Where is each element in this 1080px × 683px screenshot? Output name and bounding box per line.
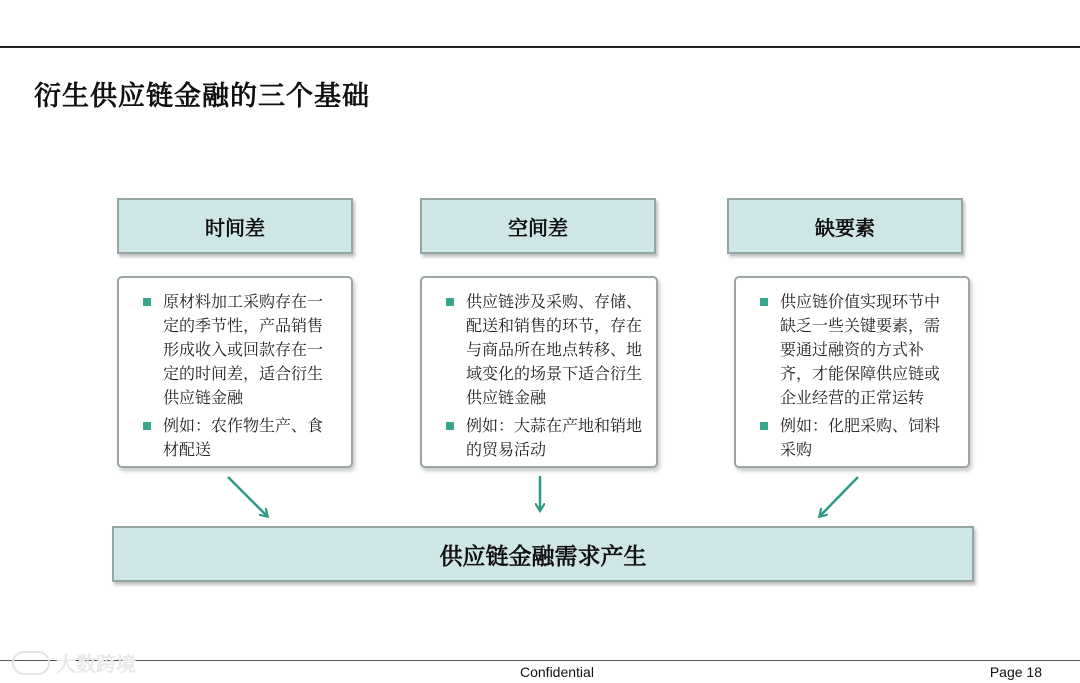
slide-title: 衍生供应链金融的三个基础	[34, 81, 370, 112]
page-number: Page 18	[989, 664, 1042, 680]
bullet-text: 供应链涉及采购、存储、配送和销售的环节，存在与商品所在地点转移、地域变化的场景下适合衍生供应链金融	[466, 292, 643, 407]
bullet-text: 例如：大蒜在产地和销地的贸易活动	[466, 416, 643, 459]
bullet-text: 原材料加工采购存在一定的季节性，产品销售形成收入或回款存在一定的时间差，适合衍生供应链金融	[163, 292, 324, 407]
bullet-text: 例如：化肥采购、饲料采购	[780, 416, 941, 459]
heading-missing-factors: 缺要素	[727, 198, 963, 254]
heading-time-gap: 时间差	[117, 198, 353, 254]
bottom-divider	[0, 660, 1080, 661]
bullet-text: 供应链价值实现环节中缺乏一些关键要素，需要通过融资的方式补齐，才能保障供应链或企业经营的正常运转	[780, 292, 941, 407]
confidential-label: Confidential	[520, 664, 594, 680]
result-box: 供应链金融需求产生	[112, 526, 974, 582]
bullet-text: 例如：农作物生产、食材配送	[163, 416, 324, 459]
watermark-logo-icon	[12, 651, 50, 675]
watermark	[12, 648, 136, 677]
watermark-text: 大数跨境	[56, 652, 136, 676]
arrow-right-icon	[820, 477, 858, 516]
arrow-left-icon	[228, 477, 267, 516]
heading-space-gap: 空间差	[420, 198, 656, 254]
